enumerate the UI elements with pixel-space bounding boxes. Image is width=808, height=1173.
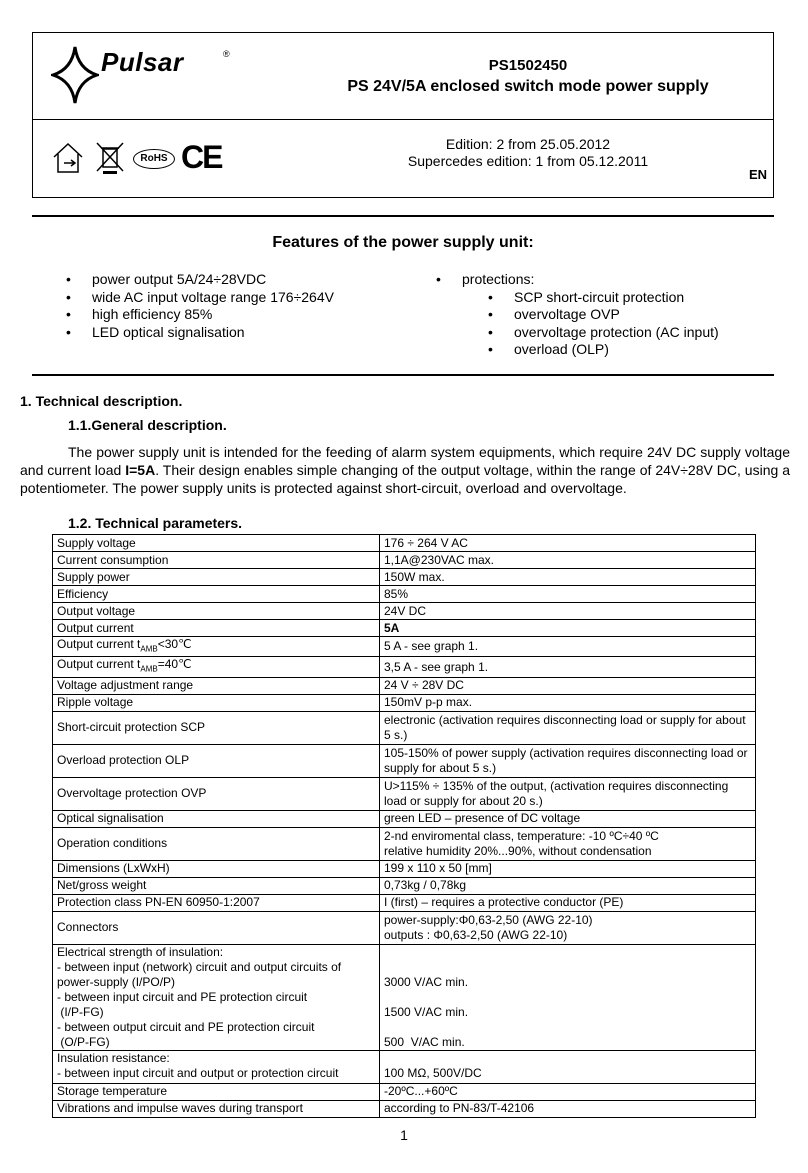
param-name: Short-circuit protection SCP bbox=[53, 711, 380, 744]
table-row bbox=[53, 860, 756, 877]
param-value: 1,1A@230VAC max. bbox=[380, 552, 756, 569]
param-name: Optical signalisation bbox=[53, 810, 380, 827]
product-code: PS1502450 bbox=[488, 57, 568, 74]
table-row bbox=[53, 1083, 756, 1100]
param-name: Ripple voltage bbox=[53, 694, 380, 711]
param-value: 3000 V/AC min. 1500 V/AC min. 500 V/AC min. bbox=[380, 944, 756, 1050]
technical-parameters-table bbox=[52, 534, 756, 1118]
param-value: 2-nd enviromental class, temperature: -10 ºC÷40 ºC relative humidity 20%...90%, without condensation bbox=[380, 827, 756, 860]
features-right-head bbox=[462, 271, 534, 289]
table-row bbox=[53, 637, 756, 657]
param-name: Voltage adjustment range bbox=[53, 677, 380, 694]
param-name: Output current $t_{AMB}<30℃$ bbox=[53, 637, 380, 657]
page-number: 1 bbox=[400, 1127, 408, 1143]
param-value: U>115% ÷ 135% of the output, (activation requires disconnecting load or supply for about 20 s.) bbox=[380, 777, 756, 810]
param-name: Current consumption bbox=[53, 552, 380, 569]
param-name: Operation conditions bbox=[53, 827, 380, 860]
param-name: Supply power bbox=[53, 569, 380, 586]
table-row bbox=[53, 677, 756, 694]
param-name: Overvoltage protection OVP bbox=[53, 777, 380, 810]
features-protections-list bbox=[514, 289, 719, 359]
table-row bbox=[53, 877, 756, 894]
list-item: • LED optical signalisation bbox=[92, 324, 334, 342]
table-row bbox=[53, 569, 756, 586]
list-item: • overvoltage protection (AC input) bbox=[514, 324, 719, 342]
language-code: EN bbox=[748, 167, 767, 182]
table-row bbox=[53, 694, 756, 711]
table-row bbox=[53, 911, 756, 944]
table-row bbox=[53, 552, 756, 569]
param-name: Efficiency bbox=[53, 586, 380, 603]
rohs-icon: RoHS bbox=[133, 149, 175, 169]
table-row bbox=[53, 1100, 756, 1117]
param-value: 150mV p-p max. bbox=[380, 694, 756, 711]
table-row bbox=[53, 657, 756, 677]
param-name: Vibrations and impulse waves during transport bbox=[53, 1100, 380, 1117]
param-value: -20ºC...+60ºC bbox=[380, 1083, 756, 1100]
table-row bbox=[53, 711, 756, 744]
features-left-list bbox=[92, 271, 334, 341]
list-item: • power output 5A/24÷28VDC bbox=[92, 271, 334, 289]
ce-icon: CE bbox=[181, 139, 222, 175]
param-value: I (first) – requires a protective conductor (PE) bbox=[380, 894, 756, 911]
param-name: Protection class PN-EN 60950-1:2007 bbox=[53, 894, 380, 911]
crossed-bin-icon bbox=[95, 141, 125, 175]
param-name: Dimensions (LxWxH) bbox=[53, 860, 380, 877]
list-item: • high efficiency 85% bbox=[92, 306, 334, 324]
param-value: 199 x 110 x 50 [mm] bbox=[380, 860, 756, 877]
param-value: 150W max. bbox=[380, 569, 756, 586]
param-name: Overload protection OLP bbox=[53, 744, 380, 777]
param-name: Storage temperature bbox=[53, 1083, 380, 1100]
features-title: Features of the power supply unit: bbox=[272, 234, 534, 251]
param-value: 5A bbox=[380, 620, 756, 637]
list-item: • SCP short-circuit protection bbox=[514, 289, 719, 307]
param-name: Supply voltage bbox=[53, 535, 380, 552]
subsection-heading: 1.2. Technical parameters. bbox=[68, 515, 243, 531]
table-row bbox=[53, 620, 756, 637]
general-description: The power supply unit is intended for the feeding of alarm system equipments, which require 24V DC supply voltage and current load I=5A. Their design enables simple changing of the output voltage, within the range of 24V÷28V DC, using a potentiometer. The power supply units is protected against short-circuit, overload and overvoltage. bbox=[20, 444, 791, 496]
table-row bbox=[53, 535, 756, 552]
param-value: 100 MΩ, 500V/DC bbox=[380, 1050, 756, 1083]
param-value: power-supply:Φ0,63-2,50 (AWG 22-10) outputs : Φ0,63-2,50 (AWG 22-10) bbox=[380, 911, 756, 944]
table-row bbox=[53, 586, 756, 603]
param-value: according to PN-83/T-42106 bbox=[380, 1100, 756, 1117]
param-name: Connectors bbox=[53, 911, 380, 944]
edition-line: Edition: 2 from 25.05.2012 bbox=[445, 136, 611, 152]
table-row bbox=[53, 1050, 756, 1083]
param-value: 105-150% of power supply (activation requires disconnecting load or supply for about 5 s.) bbox=[380, 744, 756, 777]
param-value: 5 A - see graph 1. bbox=[380, 637, 756, 657]
param-value: 0,73kg / 0,78kg bbox=[380, 877, 756, 894]
param-name: Output current bbox=[53, 620, 380, 637]
param-name: Electrical strength of insulation: - between input (network) circuit and output circuits of power-supply (I/PO/P) - between input circuit and PE protection circuit (I/P-FG) - between output circuit and PE protection circuit (O/P-FG) bbox=[53, 944, 380, 1050]
param-value: 3,5 A - see graph 1. bbox=[380, 657, 756, 677]
header-divider bbox=[33, 119, 773, 120]
section-heading: 1. Technical description. bbox=[20, 393, 183, 409]
list-item: • wide AC input voltage range 176÷264V bbox=[92, 289, 334, 307]
param-name: Insulation resistance: - between input circuit and output or protection circuit bbox=[53, 1050, 380, 1083]
list-item: • overvoltage OVP bbox=[514, 306, 719, 324]
subsection-heading: 1.1.General description. bbox=[68, 417, 227, 433]
table-row bbox=[53, 894, 756, 911]
brand-name: Pulsar bbox=[101, 47, 184, 77]
param-value: electronic (activation requires disconnecting load or supply for about 5 s.) bbox=[380, 711, 756, 744]
product-title: PS 24V/5A enclosed switch mode power supply bbox=[347, 78, 709, 95]
features-divider bbox=[32, 374, 774, 376]
param-value: green LED – presence of DC voltage bbox=[380, 810, 756, 827]
brand-registered: ® bbox=[223, 49, 230, 59]
top-divider bbox=[32, 215, 774, 217]
table-row bbox=[53, 827, 756, 860]
list-item: • protections: bbox=[462, 271, 534, 289]
table-row bbox=[53, 777, 756, 810]
document-header bbox=[32, 32, 774, 198]
param-name: Output current $t_{AMB}=40℃$ bbox=[53, 657, 380, 677]
pulsar-logo bbox=[51, 43, 241, 107]
param-name: Net/gross weight bbox=[53, 877, 380, 894]
param-value: 85% bbox=[380, 586, 756, 603]
table-row bbox=[53, 603, 756, 620]
param-value: 176 ÷ 264 V AC bbox=[380, 535, 756, 552]
house-plug-icon bbox=[51, 141, 87, 175]
certification-icons bbox=[51, 141, 231, 177]
pulsar-star-icon bbox=[51, 45, 99, 105]
list-item: • overload (OLP) bbox=[514, 341, 719, 359]
param-value: 24V DC bbox=[380, 603, 756, 620]
supersedes-line: Supercedes edition: 1 from 05.12.2011 bbox=[407, 153, 649, 169]
table-row bbox=[53, 944, 756, 1050]
param-value: 24 V ÷ 28V DC bbox=[380, 677, 756, 694]
param-name: Output voltage bbox=[53, 603, 380, 620]
table-row bbox=[53, 810, 756, 827]
table-row bbox=[53, 744, 756, 777]
